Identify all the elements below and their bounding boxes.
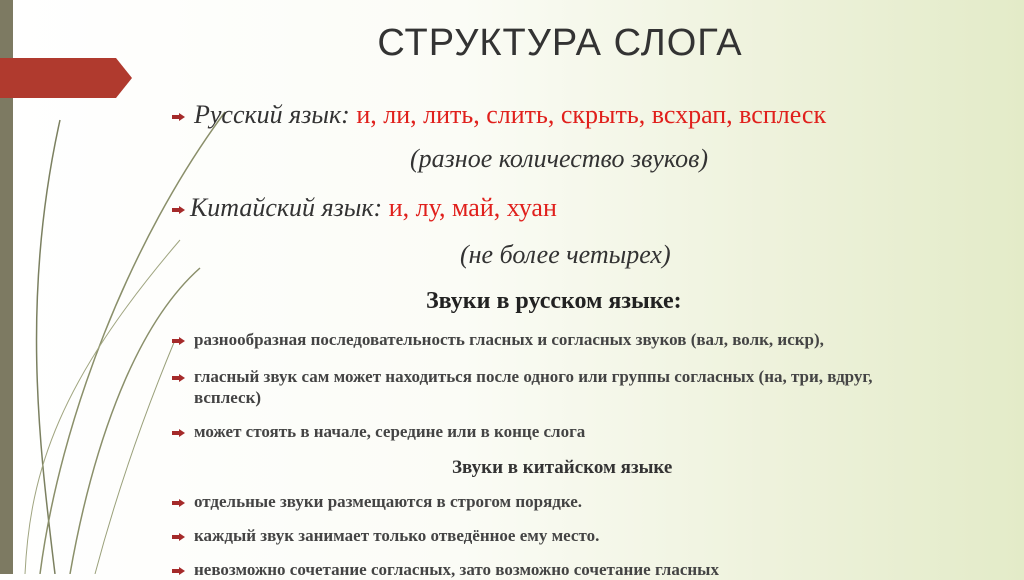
list-item-text: гласный звук сам может находиться после одного или группы согласных (на, три, вдруг, xyxy=(194,367,873,386)
bullet-icon xyxy=(172,499,186,507)
russian-label: Русский язык: xyxy=(194,100,350,129)
list-item-text: невозможно сочетание согласных, зато возможно сочетание гласных xyxy=(194,560,719,579)
bullet-icon xyxy=(172,113,186,121)
list-item xyxy=(172,330,824,350)
list-item xyxy=(172,367,872,387)
bullet-icon xyxy=(172,206,186,214)
russian-note: (разное количество звуков) xyxy=(410,144,709,173)
chinese-examples: и, лу, май, хуан xyxy=(388,193,557,222)
decorative-curves xyxy=(0,0,260,574)
bullet-icon xyxy=(172,374,186,382)
page-title: СТРУКТУРА СЛОГА xyxy=(377,22,743,64)
list-item-text: может стоять в начале, середине или в конце слога xyxy=(194,422,586,441)
cn-sounds-heading: Звуки в китайском языке xyxy=(452,457,673,478)
list-item-text: разнообразная последовательность гласных и согласных звуков (вал, волк, искр), xyxy=(194,330,824,349)
bullet-icon xyxy=(172,429,186,437)
list-item-text: каждый звук занимает только отведённое ему место. xyxy=(194,526,600,545)
list-item xyxy=(172,560,719,580)
russian-examples: и, ли, лить, слить, скрыть, всхрап, всплеск xyxy=(356,100,827,129)
ru-sounds-heading: Звуки в русском языке: xyxy=(426,288,682,314)
chinese-line xyxy=(172,193,557,223)
chinese-label: Китайский язык: xyxy=(190,193,383,222)
russian-line xyxy=(172,100,826,130)
list-item xyxy=(172,526,599,546)
list-item-text: отдельные звуки размещаются в строгом порядке. xyxy=(194,492,583,511)
list-item xyxy=(172,492,582,512)
list-item xyxy=(172,422,585,442)
bullet-icon xyxy=(172,533,186,541)
bullet-icon xyxy=(172,337,186,345)
list-item-continuation: всплеск) xyxy=(194,388,262,407)
chinese-note: (не более четырех) xyxy=(460,240,671,269)
